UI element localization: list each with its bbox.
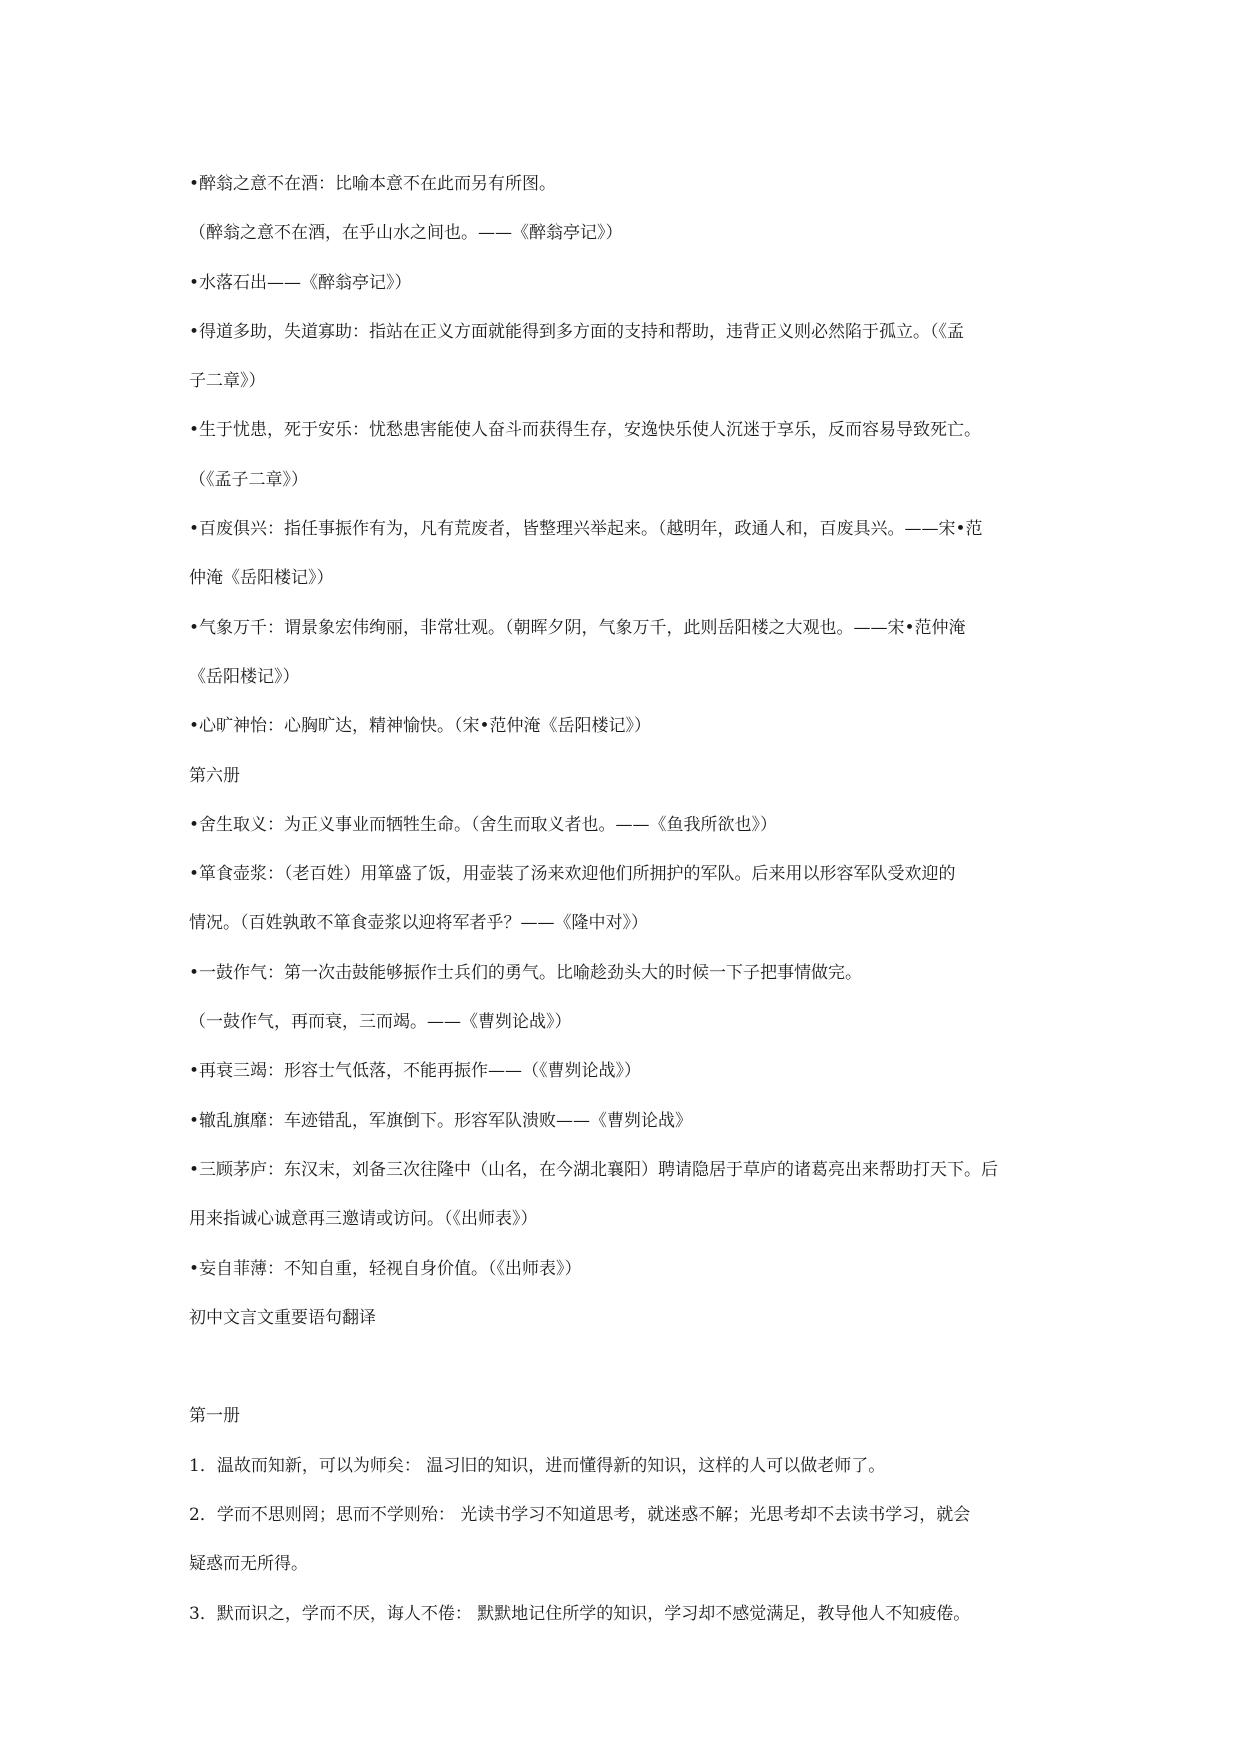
text-line: 仲淹《岳阳楼记》） <box>189 568 334 589</box>
text-line: •醉翁之意不在酒：比喻本意不在此而另有所图。 <box>189 174 557 194</box>
text-line: •一鼓作气：第一次击鼓能够振作士兵们的勇气。比喻趁劲头大的时候一下子把事情做完。 <box>189 962 863 983</box>
text-line: 情况。（百姓孰敢不箪食壶浆以迎将军者乎？——《隆中对》） <box>189 913 648 934</box>
text-line: •再衰三竭：形容士气低落，不能再振作——（《曹刿论战》） <box>189 1061 642 1082</box>
text-line: 子二章》） <box>189 371 266 392</box>
text-line: 1．温故而知新，可以为师矣： 温习旧的知识，进而懂得新的知识，这样的人可以做老师了。 <box>189 1455 886 1476</box>
blank-line <box>189 1343 1064 1392</box>
text-line: •得道多助，失道寡助：指站在正义方面就能得到多方面的支持和帮助，违背正义则必然陷于孤立。（《孟 <box>189 321 965 342</box>
text-line: •气象万千：谓景象宏伟绚丽，非常壮观。（朝晖夕阴，气象万千，此则岳阳楼之大观也。——宋•范仲淹 <box>189 617 966 638</box>
section-heading: 第六册 <box>189 765 240 786</box>
text-line: •水落石出——《醉翁亭记》） <box>189 272 412 293</box>
text-line: •心旷神怡：心胸旷达，精神愉快。（宋•范仲淹《岳阳楼记》） <box>189 716 652 737</box>
text-line: 疑惑而无所得。 <box>189 1554 308 1575</box>
text-line: •舍生取义：为正义事业而牺牲生命。（舍生而取义者也。——《鱼我所欲也》） <box>189 814 778 835</box>
text-line: •妄自菲薄：不知自重，轻视自身价值。（《出师表》） <box>189 1258 582 1279</box>
text-line: •生于忧患，死于安乐：忧愁患害能使人奋斗而获得生存，安逸快乐使人沉迷于享乐，反而容易导致死亡。 <box>189 420 982 441</box>
text-line: •辙乱旗靡：车迹错乱，军旗倒下。形容军队溃败——《曹刿论战》 <box>189 1110 693 1131</box>
text-line: •箪食壶浆：（老百姓）用箪盛了饭，用壶装了汤来欢迎他们所拥护的军队。后来用以形容军队受欢迎的 <box>189 864 956 885</box>
text-line: 3．默而识之，学而不厌，诲人不倦： 默默地记住所学的知识，学习却不感觉满足，教导他人不知疲倦。 <box>189 1603 971 1624</box>
text-line: 2．学而不思则罔；思而不学则殆： 光读书学习不知道思考，就迷惑不解；光思考却不去读书学习，就会 <box>189 1505 971 1526</box>
text-line: （一鼓作气，再而衰，三而竭。——《曹刿论战》） <box>189 1012 572 1033</box>
text-line: 用来指诚心诚意再三邀请或访问。（《出师表》） <box>189 1209 538 1230</box>
text-line: •三顾茅庐：东汉末，刘备三次往隆中（山名，在今湖北襄阳）聘请隐居于草庐的诸葛亮出来帮助打天下。后 <box>189 1159 999 1180</box>
text-line: （醉翁之意不在酒，在乎山水之间也。——《醉翁亭记》） <box>189 223 623 244</box>
text-line: 《岳阳楼记》） <box>189 666 300 687</box>
document-body <box>189 160 1064 1639</box>
text-line: （《孟子二章》） <box>189 469 308 490</box>
text-line: •百废俱兴：指任事振作有为，凡有荒废者，皆整理兴举起来。（越明年，政通人和，百废具兴。——宋•范 <box>189 519 983 540</box>
section-heading: 初中文言文重要语句翻译 <box>189 1307 376 1328</box>
section-heading: 第一册 <box>189 1406 240 1427</box>
